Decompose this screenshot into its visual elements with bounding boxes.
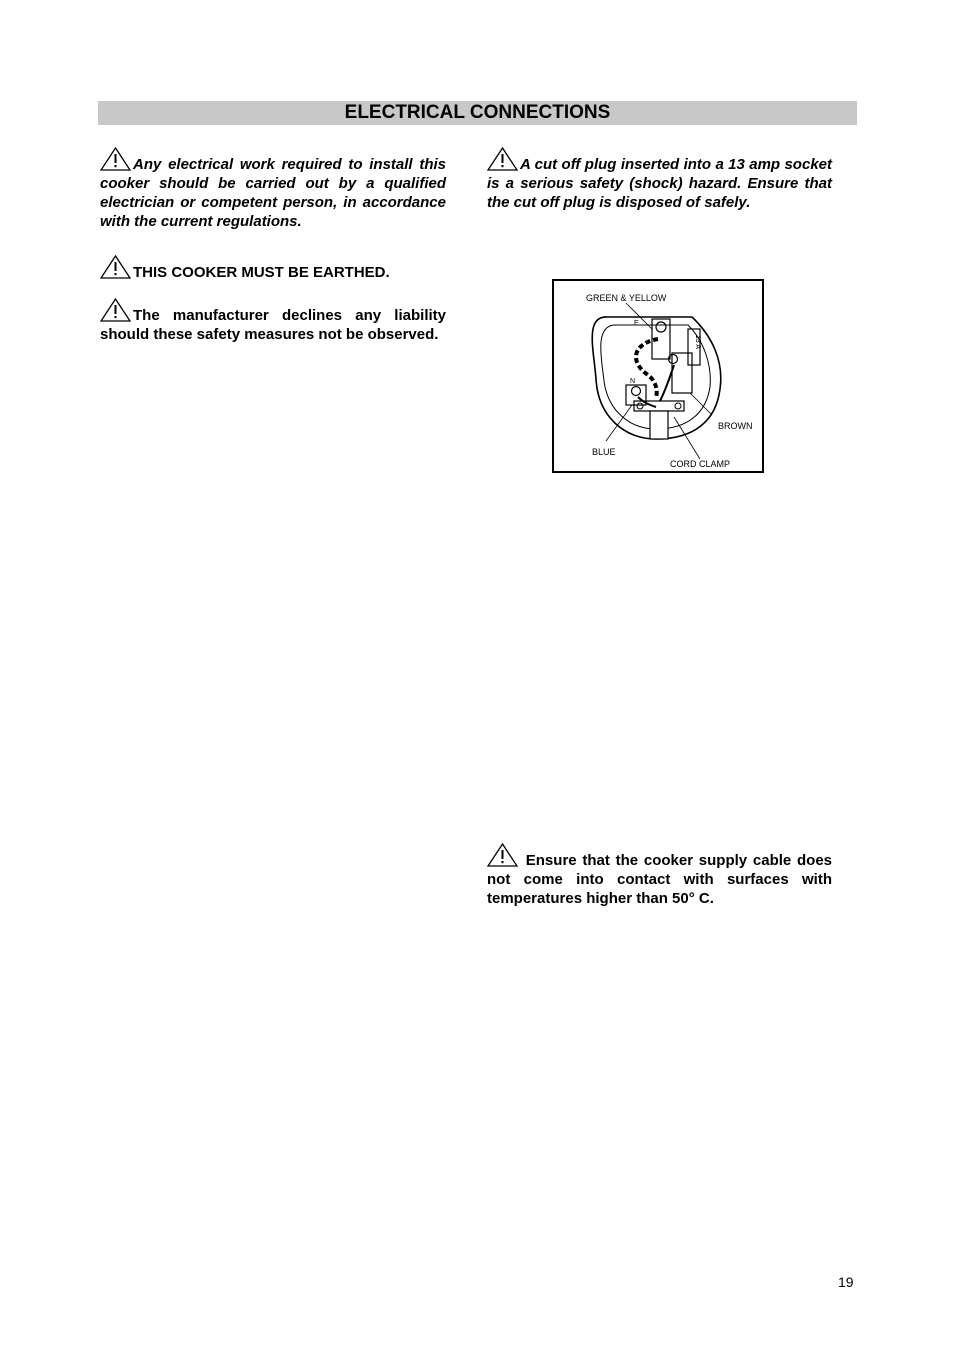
warning-cut-off-plug-text: A cut off plug inserted into a 13 amp socket is a serious safety (shock) hazard. Ensure that the cut off plug is disposed of safely. — [487, 156, 832, 211]
plug-wiring-diagram — [552, 279, 764, 473]
warning-triangle-icon — [487, 843, 518, 867]
warning-earthed-text: THIS COOKER MUST BE EARTHED. — [133, 264, 390, 281]
section-heading-bar — [98, 101, 857, 125]
warning-triangle-icon — [100, 147, 131, 171]
cord-clamp — [634, 401, 684, 411]
label-terminal-e: E — [634, 320, 639, 327]
warning-liability-text: The manufacturer declines any liability should these safety measures not be observed. — [100, 307, 446, 343]
warning-earthed — [100, 255, 446, 282]
section-title: ELECTRICAL CONNECTIONS — [344, 102, 611, 123]
warning-liability — [100, 298, 446, 344]
warning-triangle-icon — [100, 298, 131, 322]
warning-triangle-icon — [487, 147, 518, 171]
label-fuse-rating: 13 A — [694, 335, 701, 350]
warning-supply-cable — [487, 843, 832, 908]
label-terminal-n: N — [630, 378, 636, 385]
live-terminal — [672, 353, 692, 393]
warning-cut-off-plug — [487, 147, 832, 212]
label-cord-clamp: CORD CLAMP — [670, 459, 731, 469]
warning-electrical-work — [100, 147, 446, 231]
label-blue: BLUE — [592, 447, 616, 457]
warning-electrical-work-text: Any electrical work required to install this cooker should be carried out by a qualified electrician or competent person, in accordance with the current regulations. — [100, 156, 446, 230]
supply-cable — [650, 411, 668, 439]
warning-supply-cable-text: Ensure that the cooker supply cable does not come into contact with surfaces with temperatures higher than 50° C. — [487, 852, 833, 907]
page-number: 19 — [838, 1274, 854, 1290]
label-brown: BROWN — [718, 421, 753, 431]
warning-triangle-icon — [100, 255, 131, 279]
label-green-yellow: GREEN & YELLOW — [586, 293, 667, 303]
